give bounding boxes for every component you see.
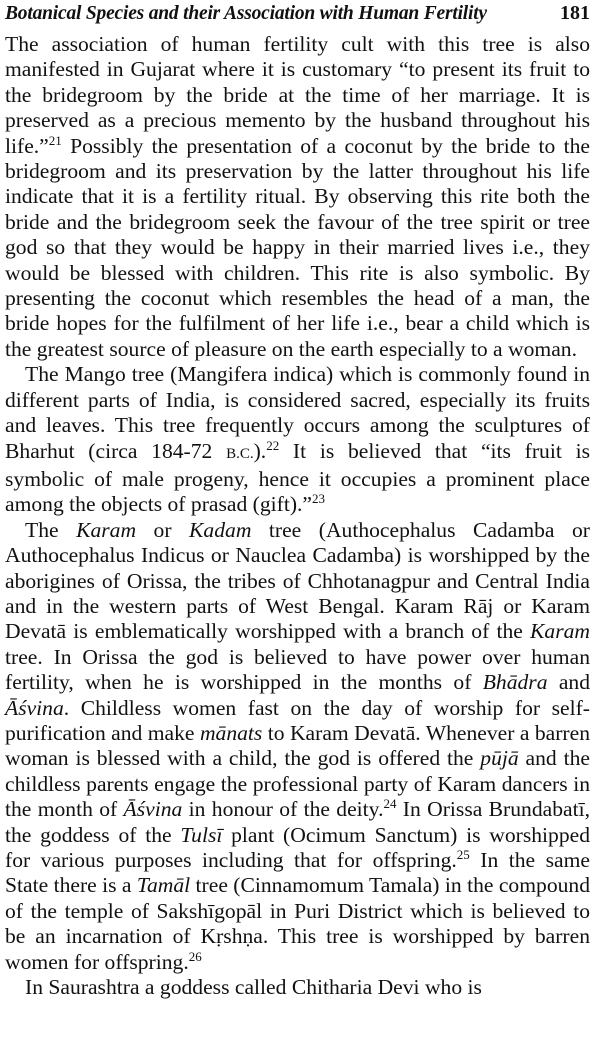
footnote-ref-24: 24 bbox=[383, 796, 397, 811]
footnote-ref-21: 21 bbox=[48, 132, 62, 148]
paragraph-4: In Saurashtra a goddess called Chitharia Devi who is bbox=[25, 975, 482, 1000]
footnote-ref-23: 23 bbox=[312, 491, 326, 507]
era-abbrev: B.C. bbox=[226, 445, 254, 462]
footnote-ref-26: 26 bbox=[188, 948, 202, 964]
footnote-ref-22: 22 bbox=[266, 437, 280, 453]
paragraph-2: The Mango tree (Mangifera indica) which is commonly found in different parts of India, is considered sacred, especially its fruits and leaves. This tree frequently occurs among the sculptures of Bharhut (circa 184-72 B.C.).$^{22}$ It is believed that “its fruit is symbolic of male progeny, hence it occupies a prominent place among the objects of prasad (gift).”$^{23}$ bbox=[5, 362, 590, 517]
body-text bbox=[5, 32, 590, 1000]
paragraph-3: The Karam or Kadam tree (Authocephalus Cadamba or Authocephalus Indicus or Nauclea Cadamba) is worshipped by the aborigines of Orissa, the tribes of Chhotanagpur and Central India and in the western parts of West Bengal. Karam Rāj or Karam Devatā is emblematically worshipped with a branch of the Karam tree. In Orissa the god is believed to have power over human fertility, when he is worshipped in the months of Bhādra and Āśvina. Childless women fast on the day of worship for self-purification and make mānats to Karam Devatā. Whenever a barren woman is blessed with a child, the god is offered the pūjā and the childless parents engage the professional party of Karam dancers in the month of Āśvina in honour of the deity.$^{24}$ In Orissa Brundabatī, the goddess of the Tulsī plant (Ocimum Sanctum) is worshipped for various purposes including that for offspring.$^{25}$ In the same State there is a Tamāl tree (Cinnamomum Tamala) in the compound of the temple of Sakshīgopāl in Puri District which is believed to be an incarnation of Kṛshṇa. This tree is worshipped by barren women for offspring.$^{26}$ bbox=[5, 517, 591, 974]
footnote-ref-25: 25 bbox=[456, 846, 470, 862]
running-title: Botanical Species and their Association with Human Fertility bbox=[5, 3, 487, 24]
paragraph-1: The association of human fertility cult with this tree is also manifested in Gujarat where it is customary “to present its fruit to the bridegroom by the bride at the time of her marriage. It is preserved as a precious memento by the husband throughout his life.”$^{21}$ Possibly the presentation of a coconut by the bride to the bridegroom and its preservation by the latter throughout his life indicate that it is a fertility ritual. By observing this rite both the bride and the bridegroom seek the favour of the tree spirit or tree god so that they would be happy in their married lives i.e., they would be blessed with children. This rite is also symbolic. By presenting the coconut which resembles the head of a man, the bride hopes for the fulfilment of her life i.e., bear a child which is the greatest source of pleasure on the earth especially to a woman. bbox=[5, 32, 590, 361]
running-header bbox=[5, 2, 590, 32]
page-number: 181 bbox=[560, 2, 590, 24]
